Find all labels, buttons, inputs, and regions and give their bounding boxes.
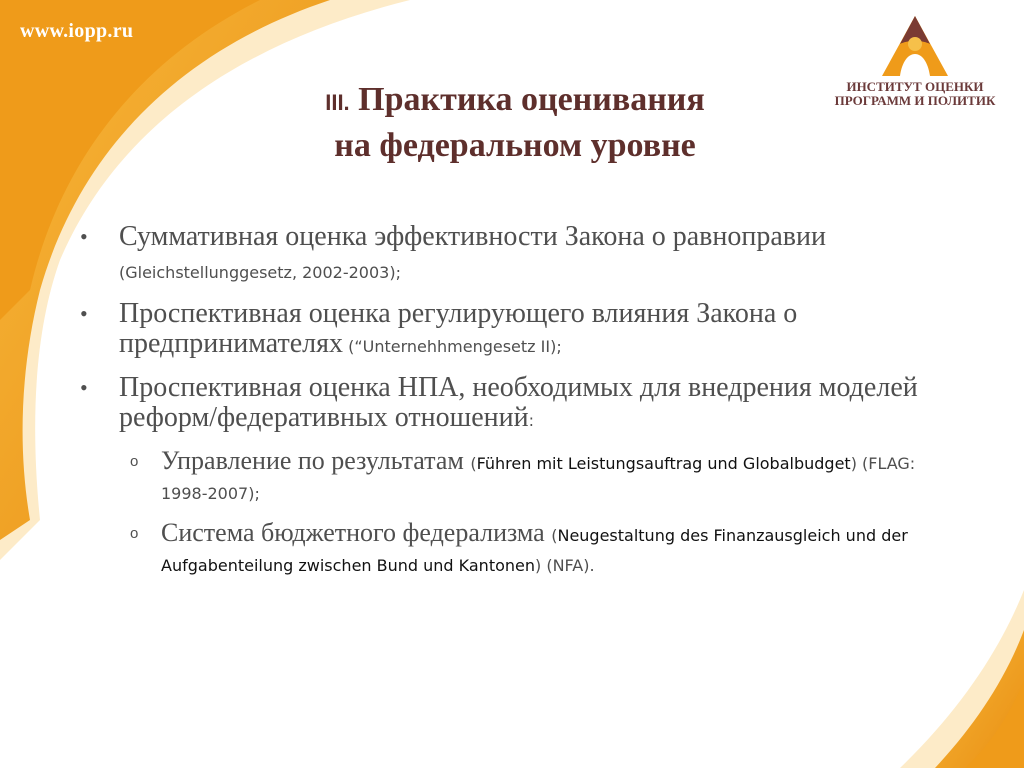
- bullet-note: (Gleichstellunggesetz, 2002-2003);: [119, 263, 401, 282]
- bullet-main-text: Проспективная оценка НПА, необходимых для внедрения моделей реформ/федеративных отношений: [119, 372, 918, 433]
- slide-content: [78, 222, 958, 591]
- logo-text-line2: ПРОГРАММ И ПОЛИТИК: [834, 93, 996, 108]
- logo-emblem-icon: [880, 14, 950, 78]
- slide-title: [240, 78, 790, 167]
- title-number: III.: [325, 90, 350, 115]
- subbullet-main-text: Система бюджетного федерализма: [161, 518, 545, 547]
- bullet-item: [78, 222, 958, 288]
- subbullet-item: [78, 447, 958, 507]
- logo-text: [820, 80, 1010, 108]
- logo-text-line1: ИНСТИТУТ ОЦЕНКИ: [846, 79, 984, 94]
- bullet-main-text: Суммативная оценка эффективности Закона о равноправии: [119, 221, 826, 252]
- subbullet-item: [78, 519, 958, 579]
- bullet-item: [78, 373, 958, 436]
- bullet-main-text: Проспективная оценка регулирующего влияния Закона о предпринимателях: [119, 298, 798, 359]
- subbullet-main-text: Управление по результатам: [161, 446, 464, 475]
- bullet-item: [78, 299, 958, 362]
- title-line2: на федеральном уровне: [334, 127, 696, 164]
- subbullet-note: (Neugestaltung des Finanzausgleich und der Aufgabenteilung zwischen Bund und Kantonen) (NFA).: [161, 526, 908, 575]
- site-url[interactable]: www.iopp.ru: [20, 20, 134, 42]
- bullet-note: (“Unternehhmengesetz II);: [342, 337, 562, 356]
- title-line1: Практика оценивания: [358, 81, 705, 118]
- subbullet-note: (Führen mit Leistungsauftrag und Globalbudget) (FLAG: 1998-2007);: [161, 454, 916, 503]
- institute-logo: [820, 14, 1010, 114]
- bullet-note: :: [528, 411, 534, 430]
